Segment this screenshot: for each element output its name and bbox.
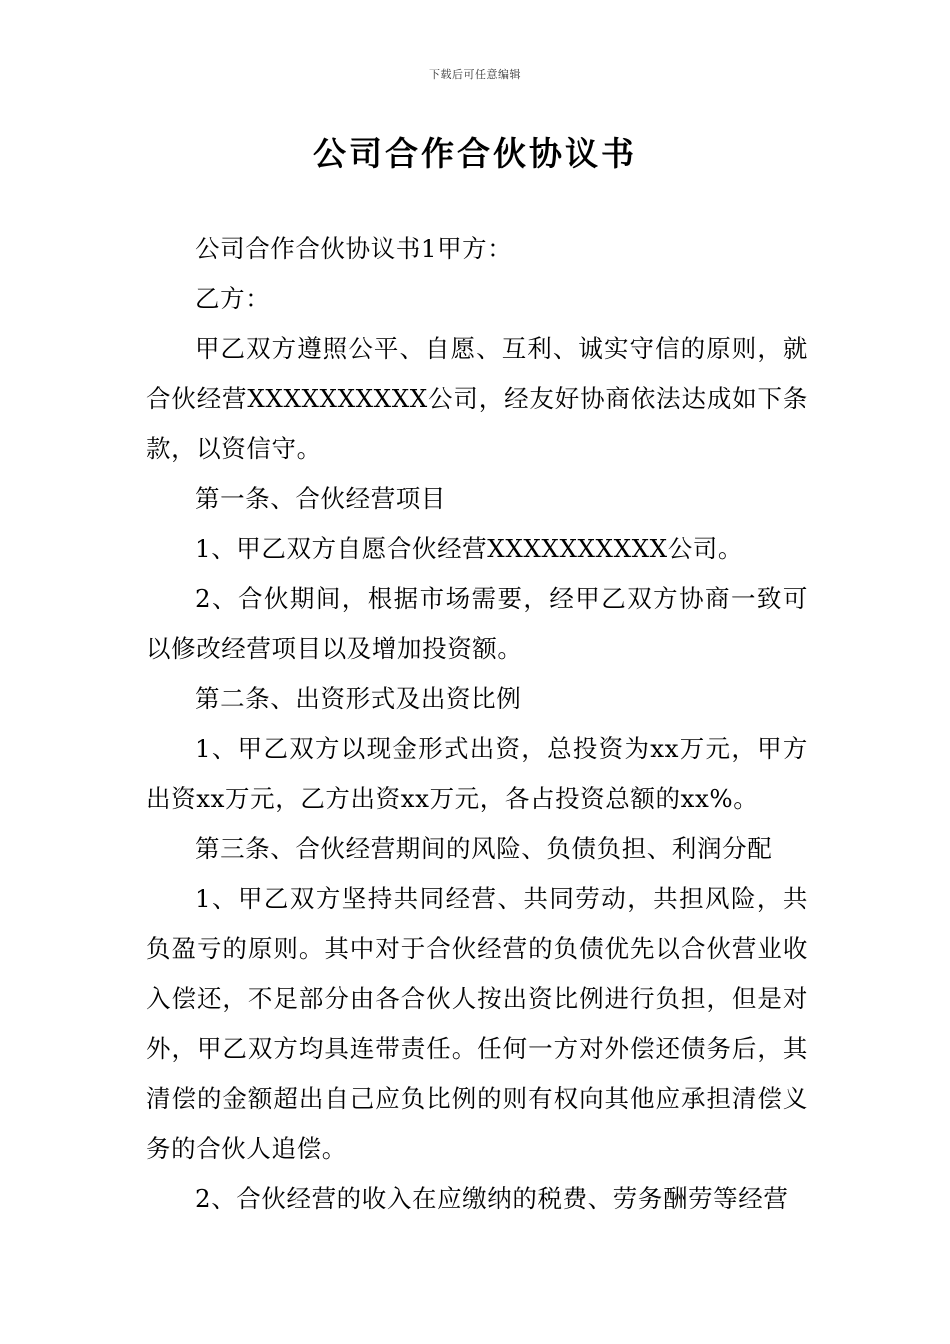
article-1-clause-1: 1、甲乙双方自愿合伙经营XXXXXXXXXX公司。 xyxy=(195,534,744,563)
article-3-clause-1: 1、甲乙双方坚持共同经营、共同劳动，共担风险，共负盈亏的原则。其中对于合伙经营的负债优先以合伙营业收入偿还，不足部分由各合伙人按出资比例进行负担，但是对外，甲乙双方均具连带责任。任何一方对外偿还债务后，其清偿的金额超出自己应负比例的则有权向其他应承担清偿义务的合伙人追偿。 xyxy=(146,884,808,1163)
paragraph-party-a: 公司合作合伙协议书1甲方： xyxy=(195,234,513,263)
document-body xyxy=(146,224,808,1224)
document-title: 公司合作合伙协议书 xyxy=(313,134,637,173)
article-1-clause-2: 2、合伙期间，根据市场需要，经甲乙双方协商一致可以修改经营项目以及增加投资额。 xyxy=(146,584,808,663)
article-1-heading: 第一条、合伙经营项目 xyxy=(195,484,446,513)
article-2-clause-1: 1、甲乙双方以现金形式出资，总投资为xx万元，甲方出资xx万元，乙方出资xx万元，各占投资总额的xx%。 xyxy=(146,734,808,813)
header-note: 下载后可任意编辑 xyxy=(429,68,521,81)
article-3-clause-2: 2、合伙经营的收入在应缴纳的税费、劳务酬劳等经营 xyxy=(195,1184,789,1213)
paragraph-party-b: 乙方： xyxy=(195,284,271,313)
article-3-heading: 第三条、合伙经营期间的风险、负债负担、利润分配 xyxy=(195,834,773,863)
paragraph-preamble: 甲乙双方遵照公平、自愿、互利、诚实守信的原则，就合伙经营XXXXXXXXXX公司，经友好协商依法达成如下条款，以资信守。 xyxy=(146,334,808,463)
article-2-heading: 第二条、出资形式及出资比例 xyxy=(195,684,522,713)
